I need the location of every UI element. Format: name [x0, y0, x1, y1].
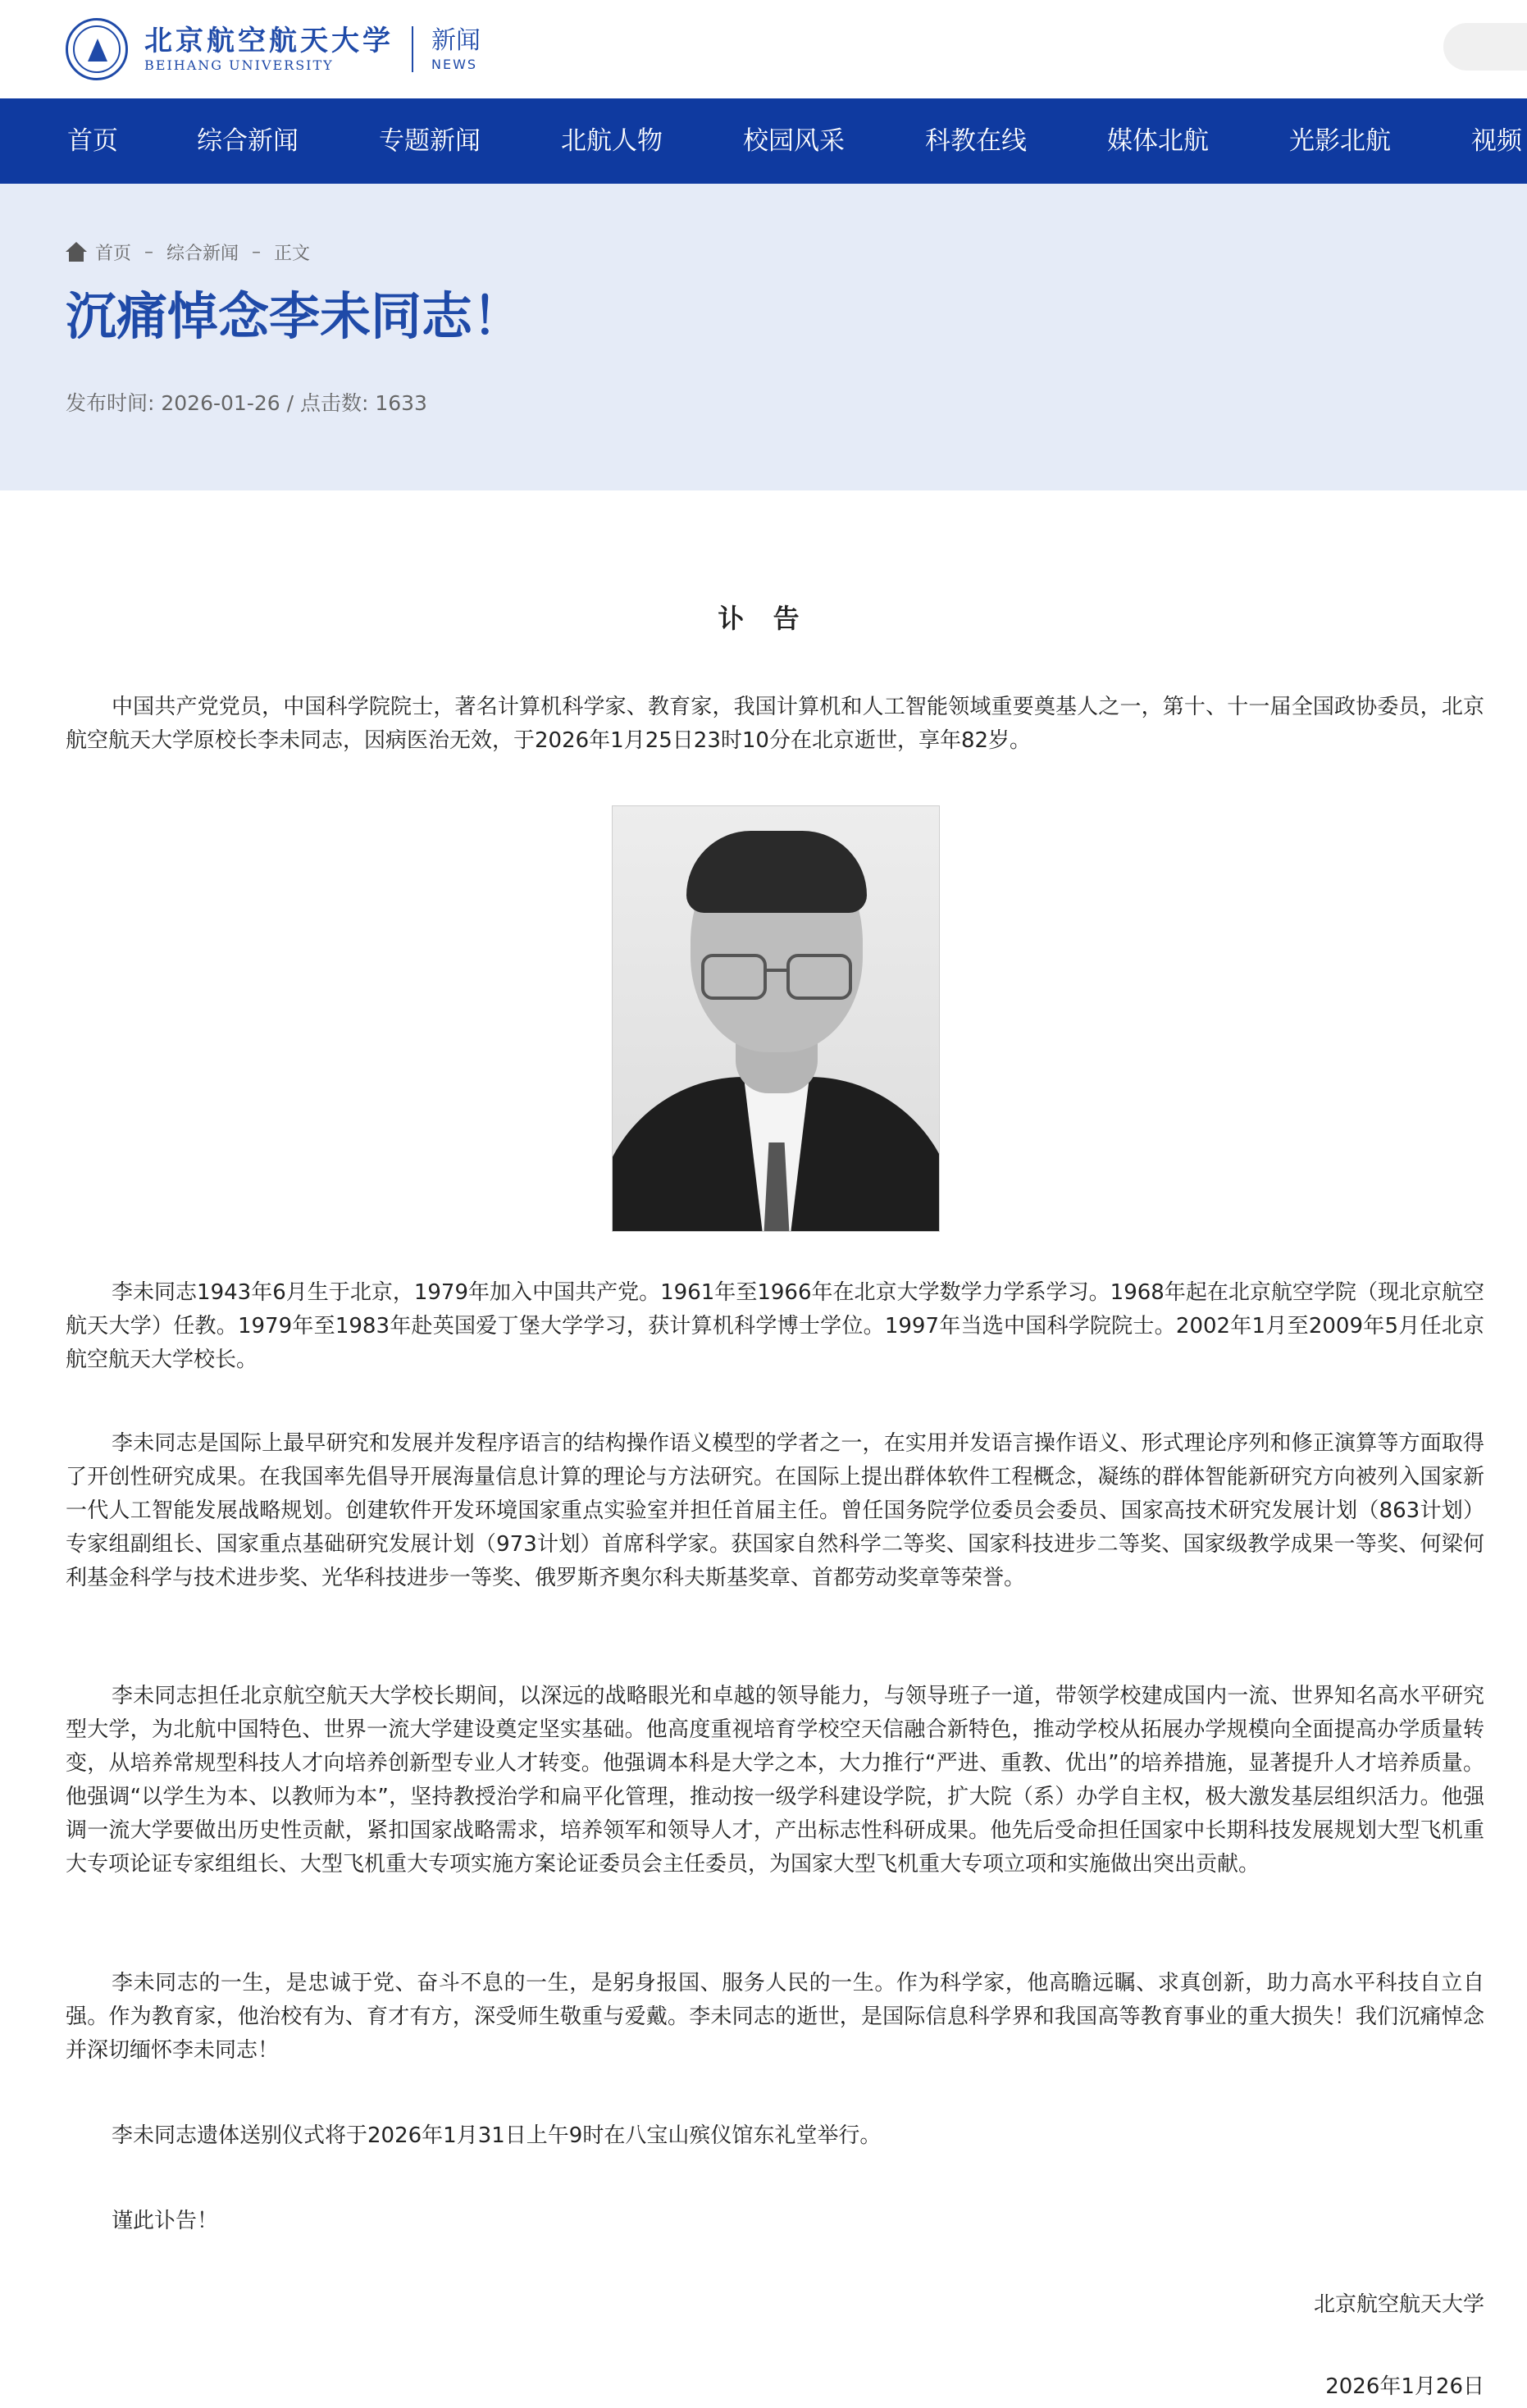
university-seal-icon: [66, 18, 128, 80]
nav-item-media[interactable]: 媒体北航: [1107, 126, 1209, 156]
article-paragraph: 李未同志的一生，是忠诚于党、奋斗不息的一生，是躬身报国、服务人民的一生。作为科学家，他高瞻远瞩、求真创新，助力高水平科技自立自强。作为教育家，他治校有为、育才有方，深受师生敬重与爱戴。李未同志的逝世，是国际信息科学界和我国高等教育事业的重大损失！我们沉痛悼念并深切缅怀李未同志！: [66, 1971, 1484, 2063]
nav-item-science-education[interactable]: 科教在线: [925, 126, 1027, 156]
university-name-cn: 北京航空航天大学: [144, 25, 394, 57]
article-banner: [0, 184, 1527, 490]
article-paragraph: 李未同志遗体送别仪式将于2026年1月31日上午9时在八宝山殡仪馆东礼堂举行。: [112, 2123, 882, 2148]
signature-date: 2026年1月26日: [1325, 2374, 1484, 2399]
obituary-heading: 讣 告: [718, 603, 809, 634]
breadcrumb-separator: –: [252, 241, 262, 262]
breadcrumb-category[interactable]: 综合新闻: [166, 243, 239, 264]
breadcrumb: [66, 239, 310, 264]
nav-item-topic-news[interactable]: 专题新闻: [379, 126, 481, 156]
home-icon[interactable]: [66, 242, 87, 262]
section-name-en: NEWS: [431, 57, 478, 72]
section-name: [431, 25, 481, 73]
article-paragraph: 谨此讣告！: [112, 2209, 219, 2233]
breadcrumb-current: 正文: [274, 243, 311, 264]
section-name-cn: 新闻: [431, 26, 481, 55]
nav-item-photos[interactable]: 光影北航: [1289, 126, 1391, 156]
nav-item-video[interactable]: 视频: [1471, 126, 1522, 156]
article-paragraph: 李未同志是国际上最早研究和发展并发程序语言的结构操作语义模型的学者之一，在实用并发语言操作语义、形式理论序列和修正演算等方面取得了开创性研究成果。在我国率先倡导开展海量信息计算的理论与方法研究。在国际上提出群体软件工程概念，凝练的群体智能新研究方向被列入国家新一代人工智能发展战略规划。创建软件开发环境国家重点实验室并担任首届主任。曾任国务院学位委员会委员、国家高技术研究发展计划（863计划）专家组副组长、国家重点基础研究发展计划（973计划）首席科学家。获国家自然科学二等奖、国家科技进步二等奖、国家级教学成果一等奖、何梁何利基金科学与技术进步奖、光华科技进步一等奖、俄罗斯齐奥尔科夫斯基奖章、首都劳动奖章等荣誉。: [66, 1431, 1484, 1590]
nav-item-home[interactable]: 首页: [67, 126, 118, 156]
portrait-photo: [612, 805, 940, 1232]
article-paragraph: 李未同志1943年6月生于北京，1979年加入中国共产党。1961年至1966年在北京大学数学力学系学习。1968年起在北京航空学院（现北京航空航天大学）任教。1979年至1983年赴英国爱丁堡大学学习，获计算机科学博士学位。1997年当选中国科学院院士。2002年1月至2009年5月任北京航空航天大学校长。: [66, 1280, 1484, 1372]
nav-item-general-news[interactable]: 综合新闻: [197, 126, 299, 156]
logo-divider: [412, 26, 413, 72]
article-paragraph: 李未同志担任北京航空航天大学校长期间，以深远的战略眼光和卓越的领导能力，与领导班子一道，带领学校建成国内一流、世界知名高水平研究型大学，为北航中国特色、世界一流大学建设奠定坚实基础。他高度重视培育学校空天信融合新特色，推动学校从拓展办学规模向全面提高办学质量转变，从培养常规型科技人才向培养创新型专业人才转变。他强调本科是大学之本，大力推行“严进、重教、优出”的培养措施，显著提升人才培养质量。他强调“以学生为本、以教师为本”，坚持教授治学和扁平化管理，推动按一级学科建设学院，扩大院（系）办学自主权，极大激发基层组织活力。他强调一流大学要做出历史性贡献，紧扣国家战略需求，培养领军和领导人才，产出标志性科研成果。他先后受命担任国家中长期科技发展规划大型飞机重大专项论证专家组组长、大型飞机重大专项实施方案论证委员会主任委员，为国家大型飞机重大专项立项和实施做出突出贡献。: [66, 1684, 1484, 1877]
breadcrumb-home[interactable]: 首页: [95, 243, 132, 264]
university-name: [144, 25, 394, 74]
main-nav: [0, 98, 1527, 184]
site-logo[interactable]: [66, 16, 481, 82]
signature-organization: 北京航空航天大学: [1313, 2292, 1484, 2317]
article-paragraph: 中国共产党党员，中国科学院院士，著名计算机科学家、教育家，我国计算机和人工智能领域重要奠基人之一，第十、十一届全国政协委员，北京航空航天大学原校长李未同志，因病医治无效，于2026年1月25日23时10分在北京逝世，享年82岁。: [66, 695, 1484, 753]
article-meta: 发布时间: 2026-01-26 / 点击数: 1633: [66, 391, 427, 415]
site-header: [0, 0, 1527, 98]
nav-item-people[interactable]: 北航人物: [561, 126, 663, 156]
page-title: 沉痛悼念李未同志！: [66, 286, 524, 346]
nav-item-campus[interactable]: 校园风采: [743, 126, 845, 156]
university-name-en: BEIHANG UNIVERSITY: [144, 57, 334, 73]
search-box[interactable]: [1443, 23, 1527, 71]
breadcrumb-separator: –: [144, 241, 154, 262]
